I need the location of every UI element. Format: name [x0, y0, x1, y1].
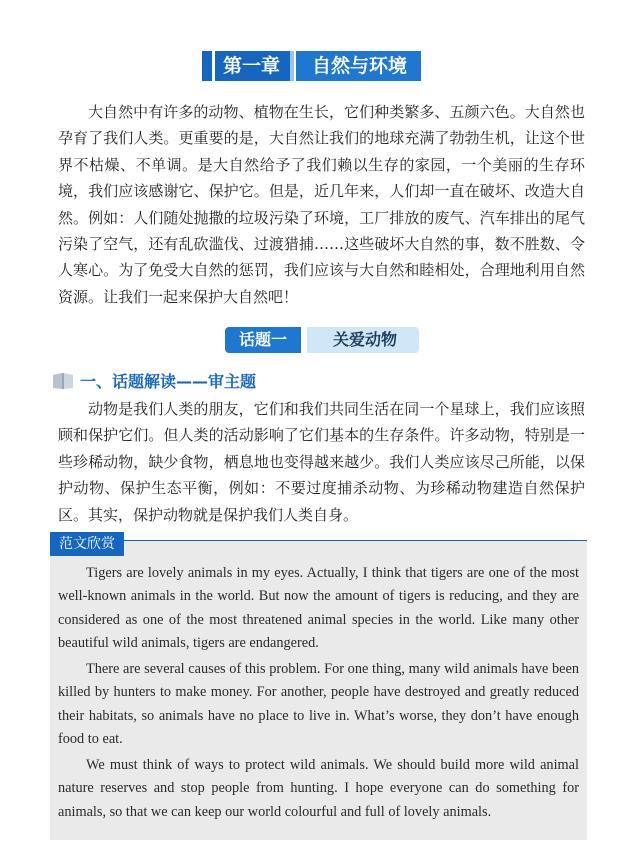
chapter-tab-marker [202, 51, 212, 81]
section-heading-text: 一、话题解读——审主题 [80, 372, 257, 391]
chapter-number: 第一章 [215, 51, 290, 81]
essay-paragraph-3: We must think of ways to protect wild animals. We should build more wild animal nature reserves and stop people from hunting. I hope everyone can do something for animals, so that we can keep our world colourful and full of lovely animals. [58, 757, 579, 820]
essay-tag-row [50, 532, 587, 556]
topic-title: 关爱动物 [307, 327, 419, 353]
essay-tag: 范文欣赏 [50, 532, 124, 556]
book-icon [52, 372, 74, 390]
topic-header [225, 327, 419, 353]
topic-number: 话题一 [225, 327, 301, 353]
section-paragraph: 动物是我们人类的朋友，它们和我们共同生活在同一个星球上，我们应该照顾和保护它们。但人类的活动影响了它们基本的生存条件。许多动物，特别是一些珍稀动物，缺少食物，栖息地也变得越来越少。我们人类应该尽己所能，以保护动物、保护生态平衡，例如：不要过度捕杀动物、为珍稀动物建造自然保护区。其实，保护动物就是保护我们人类自身。 [58, 400, 585, 524]
essay-paragraph-1: Tigers are lovely animals in my eyes. Actually, I think that tigers are one of the most well-known animals in the world. But now the amount of tigers is reducing, and they are considered as one of the most threatened animal species in the world. Like many other beautiful wild animals, tigers are endangered. [58, 565, 579, 652]
chapter-title: 自然与环境 [296, 51, 421, 81]
section-heading [52, 369, 256, 392]
chapter-header [202, 51, 421, 81]
essay-tag-divider [124, 540, 587, 541]
intro-paragraph: 大自然中有许多的动物、植物在生长，它们种类繁多、五颜六色。大自然也孕育了我们人类。更重要的是，大自然让我们的地球充满了勃勃生机，让这个世界不枯燥、不单调。是大自然给予了我们赖以生存的家园，一个美丽的生存环境，我们应该感谢它、保护它。但是，近几年来，人们却一直在破坏、改造大自然。例如：人们随处抛撒的垃圾污染了环境，工厂排放的废气、汽车排出的尾气污染了空气，还有乱砍滥伐、过渡猎捕……这些破坏大自然的事，数不胜数、令人寒心。为了免受大自然的惩罚，我们应该与大自然和睦相处，合理地利用自然资源。让我们一起来保护大自然吧！ [58, 103, 585, 306]
essay-paragraph-2: There are several causes of this problem. For one thing, many wild animals have been killed by hunters to make money. For another, people have destroyed and greatly reduced their habitats, so animals have no place to live in. What’s worse, they don’t have enough food to eat. [58, 661, 579, 748]
